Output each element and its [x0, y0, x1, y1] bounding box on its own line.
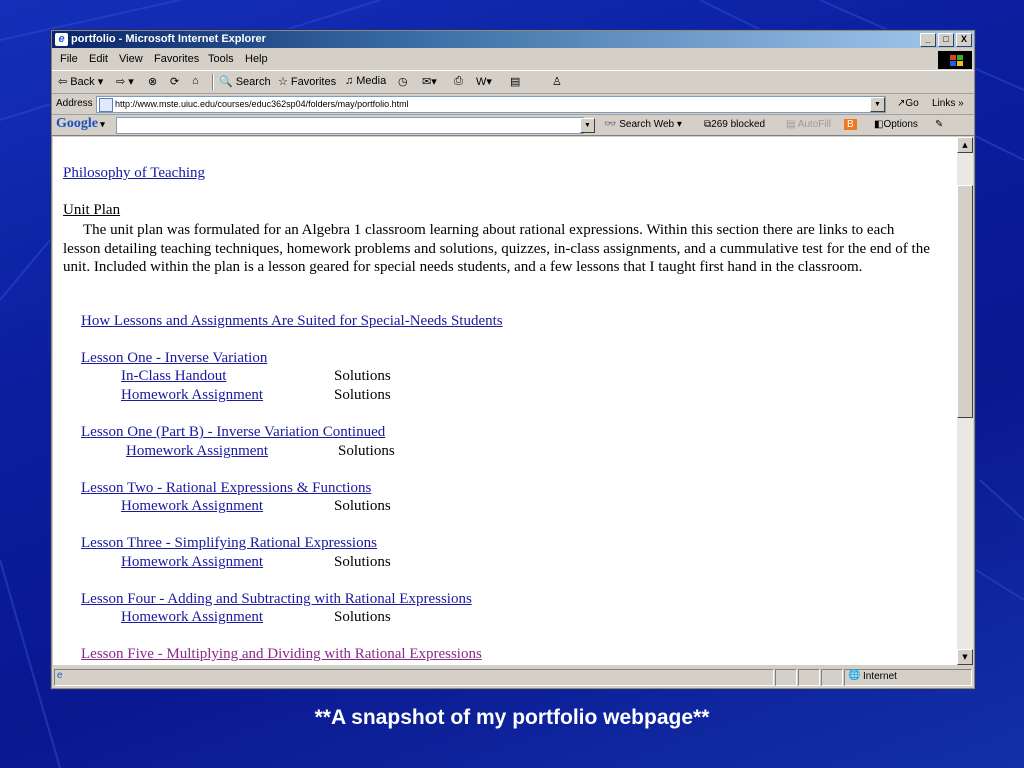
- print-button[interactable]: [454, 75, 463, 88]
- title-bar: [52, 31, 974, 48]
- solutions-text: Solutions: [334, 368, 391, 384]
- solutions-text: Solutions: [334, 554, 391, 570]
- menu-help[interactable]: Help: [245, 53, 268, 65]
- homework-assignment-link[interactable]: Homework Assignment: [121, 554, 264, 570]
- vertical-scrollbar[interactable]: [957, 137, 973, 665]
- zone-label: Internet: [863, 671, 897, 682]
- in-class-handout-link[interactable]: In-Class Handout: [121, 368, 227, 384]
- mail-button[interactable]: [422, 75, 437, 88]
- minimize-button[interactable]: _: [920, 33, 936, 47]
- status-bar: [52, 667, 974, 687]
- browser-window: [51, 30, 975, 689]
- mail-icon: ✉▾: [422, 76, 437, 88]
- address-dropdown-icon[interactable]: ▼: [870, 97, 885, 112]
- homework-assignment-link[interactable]: Homework Assignment: [121, 387, 264, 403]
- print-icon: ⎙: [454, 75, 463, 87]
- page-icon: [99, 98, 113, 112]
- blogger-icon[interactable]: B: [844, 119, 857, 130]
- forward-button[interactable]: ⇨ ▾: [116, 76, 134, 88]
- philosophy-link[interactable]: Philosophy of Teaching: [63, 165, 205, 181]
- edit-button[interactable]: [476, 75, 492, 88]
- address-input[interactable]: [96, 96, 886, 113]
- page-done-icon: e: [57, 670, 63, 681]
- menu-file[interactable]: File: [60, 53, 78, 65]
- favorites-icon: ☆: [278, 76, 288, 88]
- menu-favorites[interactable]: Favorites: [154, 53, 200, 65]
- globe-icon: 🌐: [848, 670, 861, 681]
- security-zone: [844, 669, 972, 686]
- menu-edit[interactable]: Edit: [89, 53, 108, 65]
- history-icon: ◷: [398, 76, 408, 88]
- unit-plan-description: The unit plan was formulated for an Algebra 1 classroom learning about rational expressions. Within this section there are links to each lesson detailing teaching techniques, homework problems and solutions, quizzes, in-class assignments, and a cummulative test for the end of the unit. Included within the plan is a lesson geared for special needs students, and a few lessons that I taught first hand in the classroom.: [63, 222, 930, 276]
- links-button[interactable]: Links »: [932, 98, 964, 109]
- binoculars-icon: 👓: [604, 119, 617, 130]
- go-arrow-icon: ↗: [897, 98, 906, 109]
- autofill-icon: ▤: [786, 119, 796, 130]
- menu-tools[interactable]: Tools: [208, 53, 234, 65]
- go-button[interactable]: ↗Go: [897, 98, 919, 109]
- homework-assignment-link[interactable]: Homework Assignment: [121, 609, 264, 625]
- window-title: portfolio - Microsoft Internet Explorer: [71, 33, 266, 45]
- ie-icon: e: [55, 33, 68, 46]
- solutions-text: Solutions: [338, 443, 395, 459]
- discuss-icon: ▤: [510, 76, 521, 88]
- messenger-button[interactable]: [552, 75, 562, 88]
- google-logo[interactable]: Google ▾: [56, 116, 105, 131]
- window-controls: [920, 33, 972, 47]
- windows-logo-icon: [938, 51, 972, 69]
- solutions-text: Solutions: [334, 387, 391, 403]
- options-button[interactable]: ◧Options: [874, 119, 918, 130]
- special-needs-link[interactable]: How Lessons and Assignments Are Suited for Special-Needs Students: [81, 313, 503, 329]
- lesson-two-link[interactable]: Lesson Two - Rational Expressions & Functions: [81, 480, 372, 496]
- favorites-button[interactable]: ☆ Favorites: [278, 76, 337, 88]
- messenger-icon: ♙: [552, 76, 562, 88]
- status-message: [54, 669, 774, 686]
- standard-toolbar: [52, 71, 974, 94]
- google-dropdown-icon[interactable]: ▼: [580, 118, 595, 133]
- menu-view[interactable]: View: [119, 53, 143, 65]
- maximize-button[interactable]: □: [938, 33, 954, 47]
- scroll-down-arrow-icon[interactable]: ▼: [957, 649, 973, 665]
- unit-plan-heading: Unit Plan: [63, 202, 121, 218]
- status-cell: [775, 669, 797, 686]
- address-label: Address: [56, 98, 93, 109]
- close-button[interactable]: X: [956, 33, 972, 47]
- history-button[interactable]: [398, 75, 408, 88]
- autofill-button[interactable]: ▤ AutoFill: [786, 119, 832, 130]
- discuss-button[interactable]: [510, 75, 520, 88]
- forward-arrow-icon: ⇨: [116, 76, 126, 88]
- slide-caption: **A snapshot of my portfolio webpage**: [314, 706, 710, 729]
- media-button[interactable]: ♫ Media: [345, 75, 387, 87]
- lesson-five-link[interactable]: Lesson Five - Multiplying and Dividing with Rational Expressions: [81, 646, 482, 662]
- search-web-button[interactable]: 👓 Search Web ▾: [604, 119, 682, 130]
- word-icon: W▾: [476, 76, 492, 88]
- stop-button[interactable]: [148, 75, 157, 88]
- google-toolbar: [52, 115, 974, 136]
- back-arrow-icon: ⇦: [58, 76, 68, 88]
- search-icon: 🔍: [219, 76, 233, 88]
- homework-assignment-link[interactable]: Homework Assignment: [126, 443, 269, 459]
- address-url: http://www.mste.uiuc.edu/courses/educ362sp04/folders/may/portfolio.html: [115, 99, 409, 109]
- refresh-button[interactable]: [170, 75, 179, 88]
- lesson-one-link[interactable]: Lesson One - Inverse Variation: [81, 350, 268, 366]
- solutions-text: Solutions: [334, 609, 391, 625]
- refresh-icon: ⟳: [170, 76, 180, 88]
- menu-bar: [52, 49, 974, 71]
- home-icon: ⌂: [192, 75, 199, 87]
- google-search-input[interactable]: [116, 117, 584, 134]
- page-content: [53, 137, 957, 665]
- media-icon: ♫: [345, 75, 354, 87]
- highlight-icon[interactable]: ✎: [935, 119, 944, 130]
- stop-icon: ⊗: [148, 76, 158, 88]
- solutions-text: Solutions: [334, 498, 391, 514]
- popup-blocked-counter[interactable]: ⧉269 blocked: [704, 119, 766, 130]
- lesson-one-part-b-link[interactable]: Lesson One (Part B) - Inverse Variation Continued: [81, 424, 386, 440]
- status-cell: [821, 669, 843, 686]
- options-icon: ◧: [874, 119, 884, 130]
- scroll-thumb[interactable]: [957, 185, 973, 418]
- status-cell: [798, 669, 820, 686]
- homework-assignment-link[interactable]: Homework Assignment: [121, 498, 264, 514]
- home-button[interactable]: [192, 75, 199, 87]
- search-button[interactable]: 🔍 Search: [219, 76, 271, 88]
- scroll-up-arrow-icon[interactable]: ▲: [957, 137, 973, 153]
- popup-blocker-icon: ⧉: [704, 119, 712, 130]
- address-bar: [52, 94, 974, 115]
- lesson-three-link[interactable]: Lesson Three - Simplifying Rational Expressions: [81, 535, 377, 551]
- back-button[interactable]: ⇦ Back ▾: [58, 76, 104, 88]
- lesson-four-link[interactable]: Lesson Four - Adding and Subtracting with Rational Expressions: [81, 591, 472, 607]
